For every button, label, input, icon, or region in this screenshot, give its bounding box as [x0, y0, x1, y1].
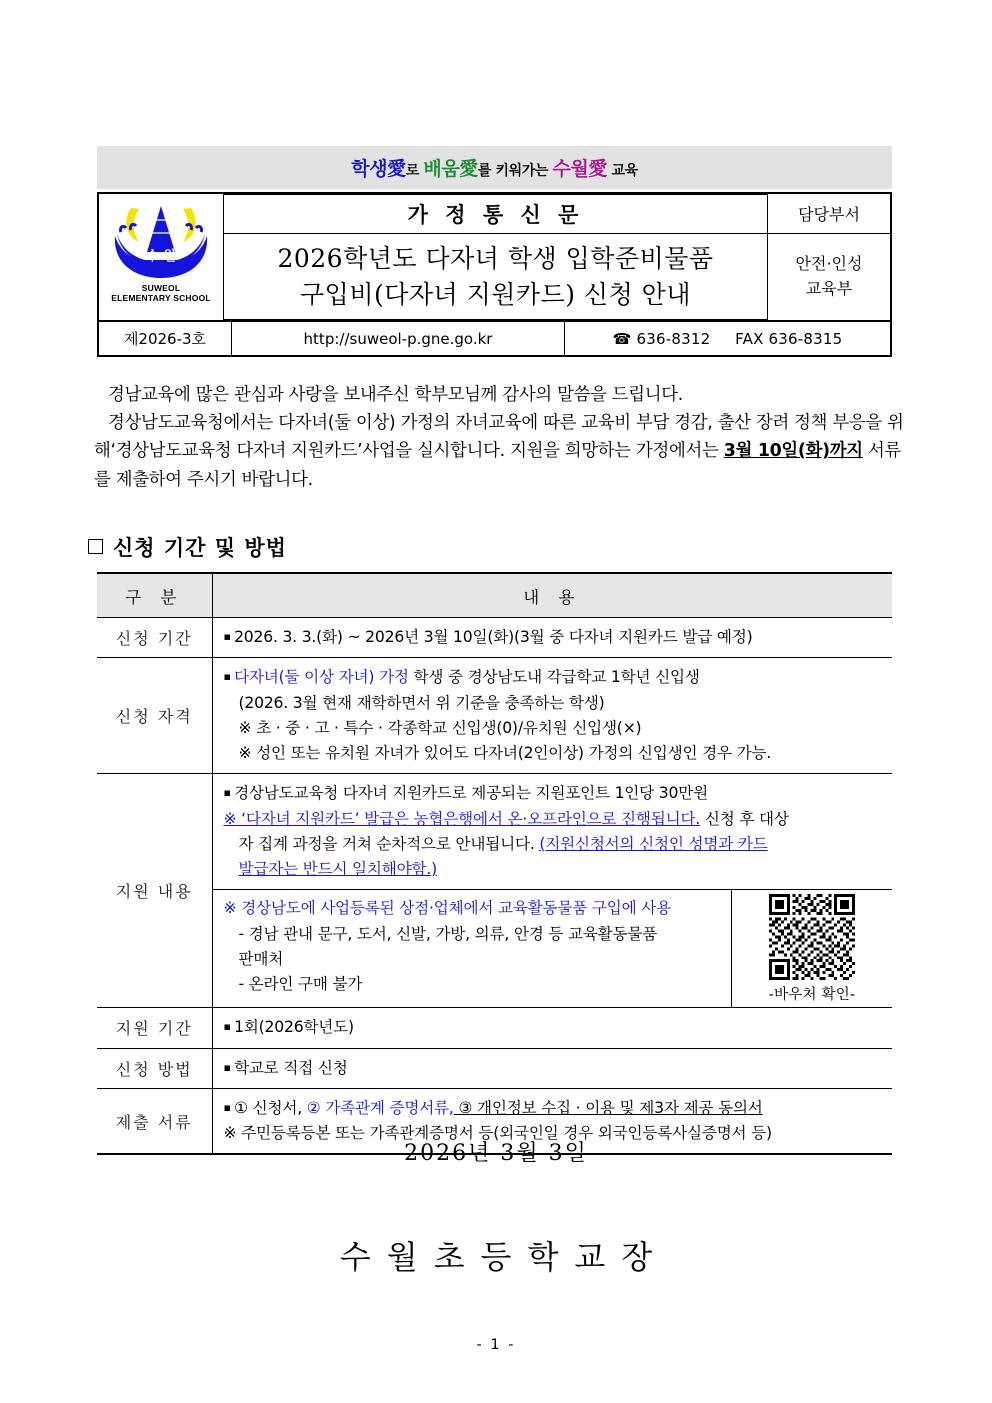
dept-value-cell: [768, 234, 891, 320]
eligibility-line-3: ※ 초 · 중 · 고 · 특수 · 각종학교 신입생(0)/유치원 신입생(×): [238, 718, 642, 737]
table-row-support-details: [97, 774, 892, 1008]
intro-paragraph-2: [94, 409, 910, 494]
contact-info-row: [97, 320, 892, 357]
row-label-support-details: 지원 내용: [97, 774, 212, 1008]
slogan-segment-1: 학생愛: [351, 158, 406, 180]
support-process-text: 자 집계 과정을 거쳐 순차적으로 안내됩니다.: [238, 834, 540, 853]
document-type-cell: [224, 195, 768, 234]
support-point-amount: ▪ 경상남도교육청 다자녀 지원카드로 제공되는 지원포인트 1인당 30만원: [224, 781, 893, 806]
school-emblem-icon: [109, 200, 213, 282]
eligibility-line-2: (2026. 3월 현재 재학하면서 위 기준을 충족하는 학생): [238, 693, 605, 712]
document-title-cell: [224, 234, 768, 320]
slogan-segment-2: 배움愛: [423, 158, 478, 180]
voucher-qr-label: -바우처 확인-: [768, 987, 856, 1004]
usage-line-3: 판매처: [238, 949, 284, 968]
row-value-support-details: [212, 774, 892, 1008]
document-type-label: 가 정 통 신 문: [407, 203, 584, 227]
school-website-url[interactable]: http://suweol-p.gne.go.kr: [232, 322, 565, 355]
support-name-match-line: [224, 857, 893, 882]
slogan-segment-3: 수월愛: [552, 158, 607, 180]
row-label-application-period: 신청 기간: [97, 618, 212, 658]
row-label-application-method: 신청 방법: [97, 1048, 212, 1088]
application-info-table: [97, 572, 892, 1155]
row-label-support-period: 지원 기간: [97, 1008, 212, 1048]
school-principal-signature: 수월초등학교장: [339, 1238, 669, 1276]
required-documents-line-2: ※ 주민등록등본 또는 가족관계증명서 등(외국인일 경우 외국인등록사실증명서 등): [223, 1124, 772, 1142]
intro-p2-part-b: 서류를 제출하여 주시기 바랍니다.: [94, 441, 901, 490]
school-name-en: [111, 283, 211, 304]
support-details-block-1: [213, 774, 893, 889]
support-period-text: ▪ 1회(2026학년도): [224, 1015, 893, 1040]
intro-paragraphs: [94, 381, 910, 494]
table-header-col2: 내 용: [212, 573, 892, 618]
voucher-qr-code-icon[interactable]: [769, 894, 855, 980]
slogan-banner: [97, 146, 892, 189]
document-title-line2: 구입비(다자녀 지원카드) 신청 안내: [300, 279, 691, 309]
school-name-en-line1: SUWEOL: [141, 282, 181, 293]
eligibility-line-4: ※ 성인 또는 유치원 자녀가 있어도 다자녀(2인이상) 가정의 신입생인 경우 가능.: [238, 744, 772, 762]
voucher-qr-area: [731, 890, 892, 1007]
section-heading-text: 신청 기간 및 방법: [113, 536, 287, 560]
dept-value-line1: 안전·인성: [795, 253, 863, 273]
contact-numbers: [565, 322, 891, 355]
table-row-application-method: [97, 1048, 892, 1088]
intro-p2-part-a: 경상남도교육청에서는 다자녀(둘 이상) 가정의 자녀교육에 따른 교육비 부담 경감, 출산 장려 정책 부응을 위해‘경상남도교육청 다자녀 지원카드’사업을 실시합니다. 지원을 희망하는 가정에서는: [94, 413, 904, 462]
table-row-support-period: [97, 1008, 892, 1048]
square-bullet-icon: [88, 539, 103, 554]
phone-icon: ☎: [612, 329, 632, 348]
support-name-match-note-a: (지원신청서의 신청인 성명과 카드: [539, 834, 768, 853]
row-value-eligibility: [212, 658, 892, 774]
support-name-match-note-b: 발급자는 반드시 일치해야함.): [238, 860, 438, 878]
table-row-eligibility: [97, 658, 892, 774]
required-documents-line-1: [224, 1096, 893, 1121]
usage-conditions: [213, 890, 732, 1007]
row-value-support-period: [212, 1008, 892, 1048]
support-issuance-rest: 신청 후 대상: [700, 809, 789, 828]
doc-item-2: ② 가족관계 증명서류,: [306, 1098, 454, 1117]
fax-number: FAX 636-8315: [735, 329, 843, 348]
issue-date: 2026년 3월 3일: [404, 1141, 588, 1166]
slogan-suffix: 교육: [607, 163, 638, 179]
school-name-en-line2: ELEMENTARY SCHOOL: [111, 293, 211, 304]
phone-number: 636-8312: [636, 329, 711, 348]
table-header-col1: 구 분: [97, 573, 212, 618]
document-title-line1: 2026학년도 다자녀 학생 입학준비물품: [277, 244, 714, 273]
application-method-text: ▪ 학교로 직접 신청: [224, 1056, 893, 1081]
intro-paragraph-1: 경남교육에 많은 관심과 사랑을 보내주신 학부모님께 감사의 말씀을 드립니다.: [108, 385, 684, 405]
slogan-text: [351, 154, 637, 181]
support-process-line: [224, 832, 893, 857]
usage-line-4: - 온라인 구매 불가: [238, 975, 363, 993]
row-value-application-method: [212, 1048, 892, 1088]
support-issuance-highlight: ※ ‘다자녀 지원카드’ 발급은 농협은행에서 온·오프라인으로 진행됩니다.: [223, 809, 701, 828]
application-period-text: ▪ 2026. 3. 3.(화) ~ 2026년 3월 10일(화)(3월 중 다자녀 지원카드 발급 예정): [224, 625, 893, 650]
dept-header-cell: [768, 195, 891, 234]
support-issuance-line: [224, 807, 893, 832]
table-row-application-period: [97, 618, 892, 658]
row-label-required-documents: 제출 서류: [97, 1088, 212, 1154]
eligibility-line-1: [224, 665, 893, 690]
svg-text:수 월: 수 월: [146, 248, 176, 264]
dept-header-label: 담당부서: [798, 205, 860, 225]
usage-line-1: ※ 경상남도에 사업등록된 상점·업체에서 교육활동물품 구입에 사용: [223, 899, 671, 918]
dept-value-line2: 교육부: [805, 278, 853, 298]
page-number: - 1 -: [476, 1337, 516, 1353]
slogan-connector-2: 를 키워가는: [477, 163, 553, 179]
eligibility-line1-rest: 학생 중 경상남도내 각급학교 1학년 신입생: [408, 668, 700, 687]
doc-item-1: ① 신청서,: [234, 1098, 307, 1117]
doc-item-3: ③ 개인정보 수집 · 이용 및 제3자 제공 동의서: [453, 1098, 763, 1117]
issue-number: 제2026-3호: [99, 322, 232, 355]
slogan-connector-1: 로: [405, 163, 424, 179]
table-header-row: [97, 573, 892, 618]
intro-deadline: 3월 10일(화)까지: [723, 441, 863, 462]
masthead: [97, 192, 892, 322]
usage-line-2: - 경남 관내 문구, 도서, 신발, 가방, 의류, 안경 등 교육활동물품: [238, 924, 658, 943]
row-label-eligibility: 신청 자격: [97, 658, 212, 774]
school-logo-cell: [99, 195, 224, 320]
eligibility-content: [224, 665, 893, 766]
row-value-application-period: [212, 618, 892, 658]
section-heading: [88, 532, 287, 562]
eligibility-highlight: 다자녀(둘 이상 자녀) 가정: [234, 668, 409, 687]
support-details-block-2: [213, 889, 893, 1007]
